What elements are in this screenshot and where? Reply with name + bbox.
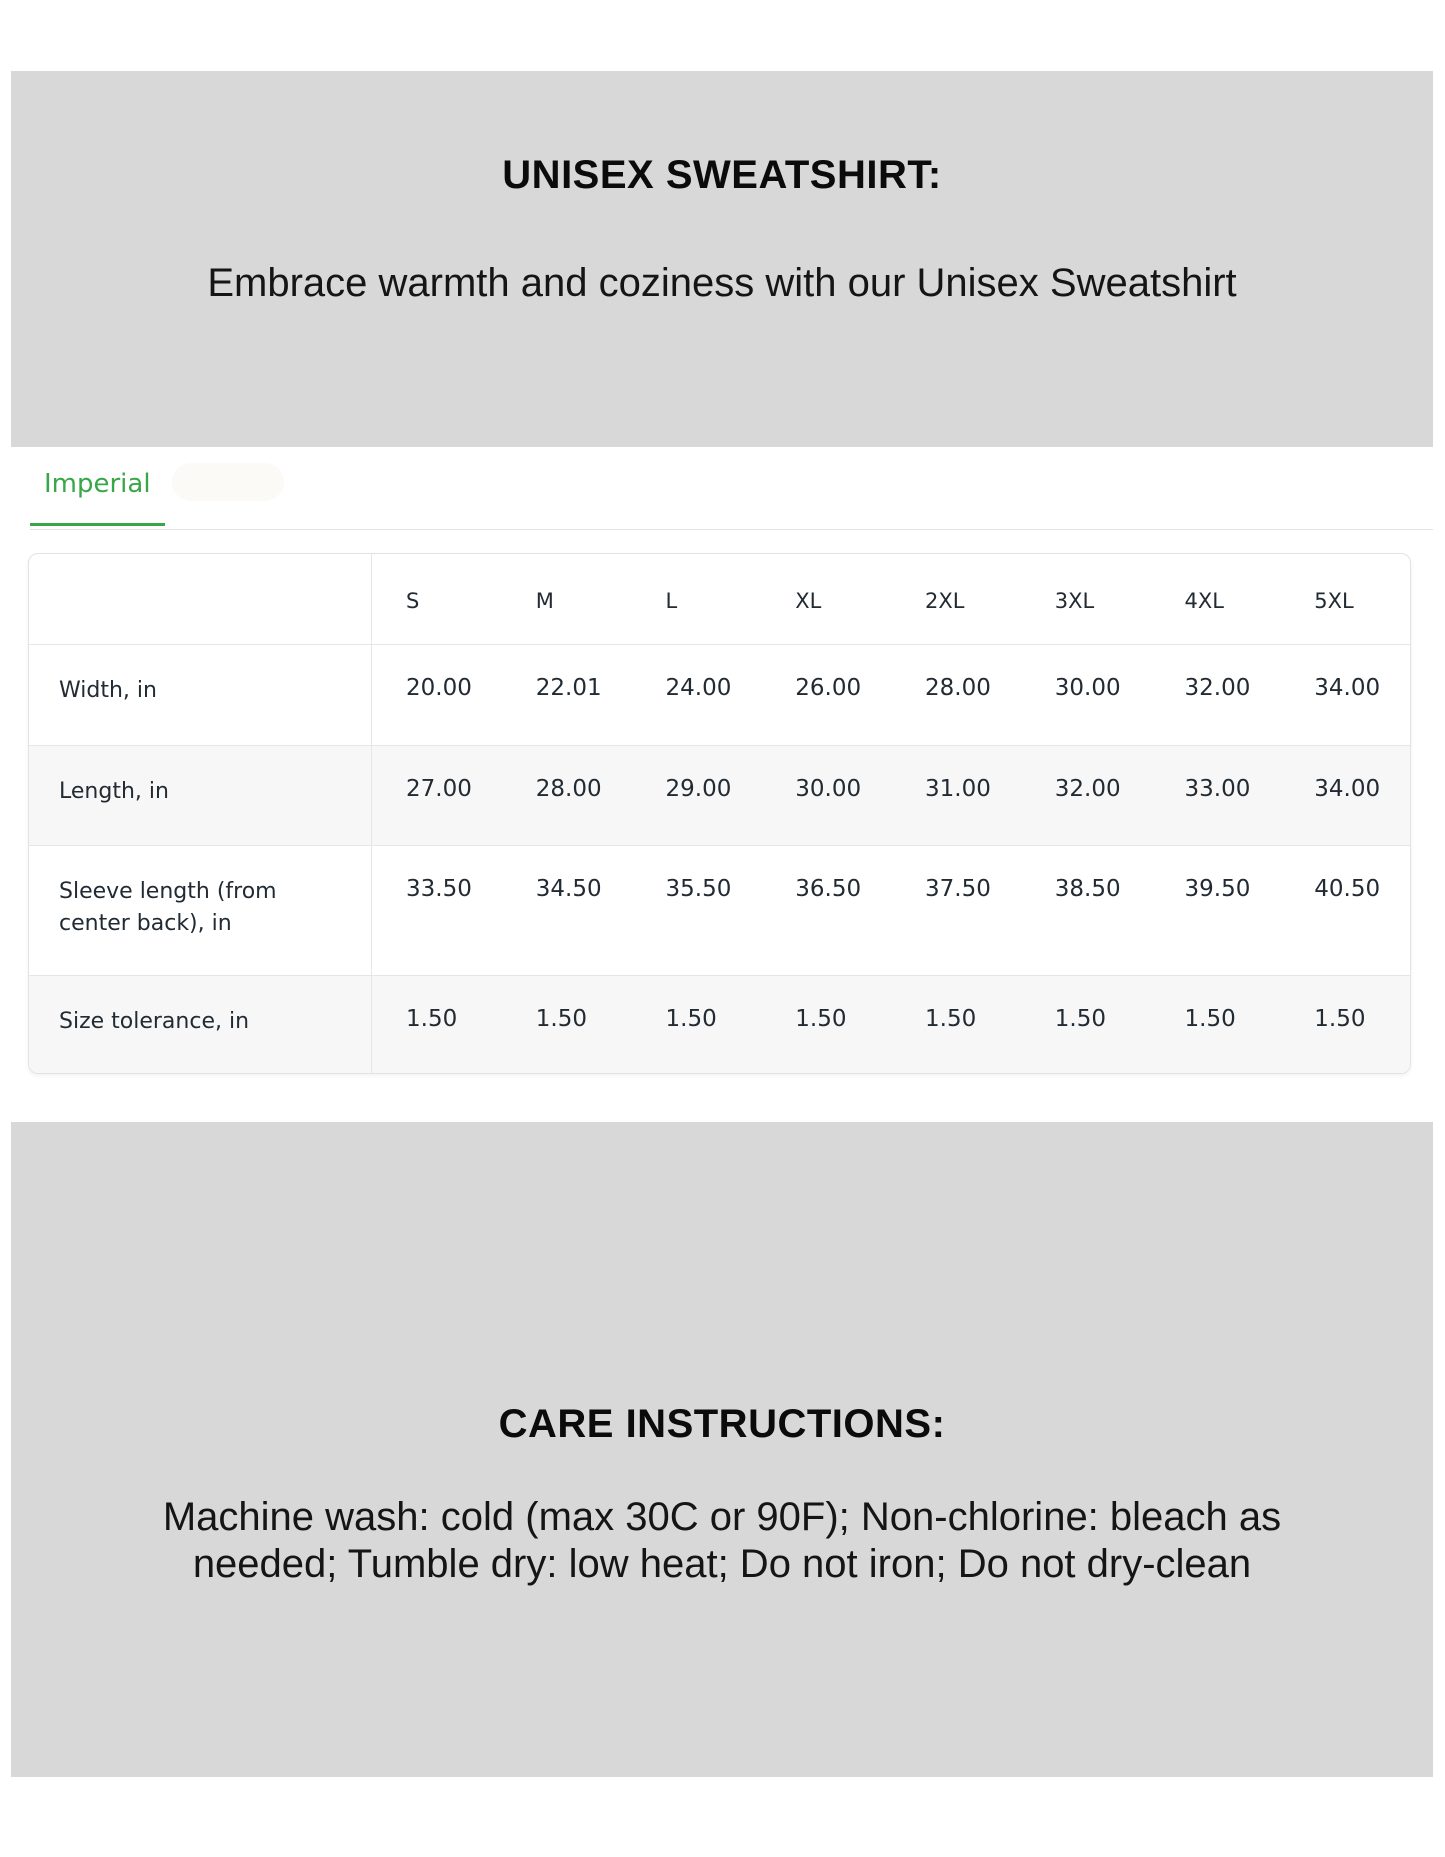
table-row-length <box>29 745 1410 845</box>
row-label-sleeve-length: Sleeve length (from center back), in <box>29 845 372 975</box>
product-title: UNISEX SWEATSHIRT: <box>502 153 942 197</box>
cell-width-5xl: 34.00 <box>1314 675 1381 701</box>
cell-length-m: 28.00 <box>502 745 632 845</box>
cell-width-4xl: 32.00 <box>1184 675 1251 701</box>
tab-imperial[interactable]: Imperial <box>30 463 165 526</box>
cell-length-4xl: 33.00 <box>1151 745 1281 845</box>
cell-tolerance-2xl: 1.50 <box>891 975 1021 1073</box>
cell-tolerance-xl: 1.50 <box>761 975 891 1073</box>
cell-length-2xl: 31.00 <box>891 745 1021 845</box>
care-instructions-banner <box>11 1122 1433 1777</box>
cell-sleeve-2xl: 37.50 <box>891 845 1021 975</box>
unit-tab-bar <box>30 462 1433 530</box>
size-chart-table <box>28 553 1411 1074</box>
cell-tolerance-3xl: 1.50 <box>1021 975 1151 1073</box>
row-label-width: Width, in <box>29 645 372 745</box>
cell-length-xl: 30.00 <box>761 745 891 845</box>
cell-width-xl: 26.00 <box>795 675 862 701</box>
cell-length-s: 27.00 <box>372 745 502 845</box>
care-instructions-text: Machine wash: cold (max 30C or 90F); Non-chlorine: bleach as needed; Tumble dry: low heat; Do not iron; Do not dry-clean <box>162 1495 1282 1587</box>
cell-tolerance-4xl: 1.50 <box>1151 975 1281 1073</box>
table-row-width <box>29 645 1410 745</box>
cell-sleeve-4xl: 39.50 <box>1151 845 1281 975</box>
care-instructions-title: CARE INSTRUCTIONS: <box>498 1402 946 1446</box>
column-header-xl: XL <box>761 554 891 645</box>
column-header-3xl: 3XL <box>1021 554 1151 645</box>
cell-sleeve-5xl: 40.50 <box>1280 845 1410 975</box>
column-header-s: S <box>372 554 502 645</box>
column-header-5xl: 5XL <box>1280 554 1410 645</box>
cell-width-3xl: 30.00 <box>1054 675 1121 701</box>
product-subtitle: Embrace warmth and coziness with our Unisex Sweatshirt <box>207 261 1237 305</box>
cell-length-l: 29.00 <box>632 745 762 845</box>
column-header-m: M <box>502 554 632 645</box>
cell-tolerance-5xl: 1.50 <box>1280 975 1410 1073</box>
cell-width-l: 24.00 <box>665 675 732 701</box>
cell-width-2xl: 28.00 <box>925 675 991 701</box>
cell-tolerance-l: 1.50 <box>632 975 762 1073</box>
column-header-l: L <box>632 554 762 645</box>
cell-sleeve-xl: 36.50 <box>761 845 891 975</box>
table-row-sleeve-length <box>29 845 1410 975</box>
cell-length-3xl: 32.00 <box>1021 745 1151 845</box>
size-chart-header-row <box>29 554 1410 645</box>
row-label-size-tolerance: Size tolerance, in <box>29 975 372 1073</box>
masked-tab-placeholder <box>172 463 284 501</box>
column-header-4xl: 4XL <box>1151 554 1281 645</box>
cell-length-5xl: 34.00 <box>1280 745 1410 845</box>
column-header-2xl: 2XL <box>891 554 1021 645</box>
cell-tolerance-m: 1.50 <box>502 975 632 1073</box>
cell-width-s: 20.00 <box>406 675 472 701</box>
size-chart-corner-cell <box>29 554 372 645</box>
product-header-banner <box>11 71 1433 447</box>
cell-sleeve-l: 35.50 <box>632 845 762 975</box>
row-label-length: Length, in <box>29 745 372 845</box>
table-row-size-tolerance <box>29 975 1410 1073</box>
cell-tolerance-s: 1.50 <box>372 975 502 1073</box>
cell-sleeve-s: 33.50 <box>372 845 502 975</box>
cell-width-m: 22.01 <box>535 675 602 701</box>
cell-sleeve-m: 34.50 <box>502 845 632 975</box>
cell-sleeve-3xl: 38.50 <box>1021 845 1151 975</box>
